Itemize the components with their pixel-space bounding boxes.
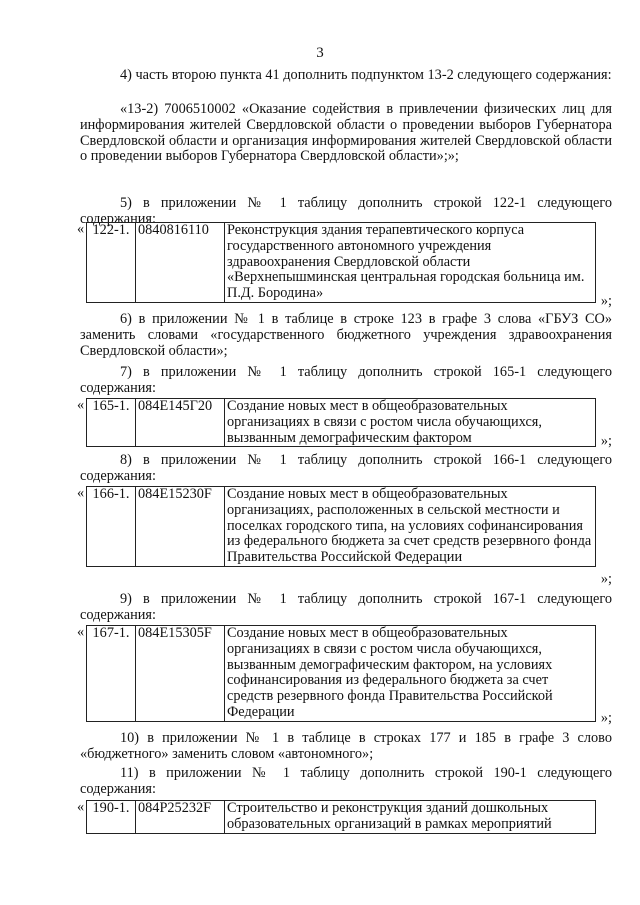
- item-6-text: 6) в приложении № 1 в таблице в строке 123 в графе 3 слова «ГБУЗ СО» заменить словами «государственного бюджетного учреждения здравоохранения Свердловской области»;: [80, 311, 612, 359]
- open-quote: «: [77, 397, 85, 413]
- item-9-text: 9) в приложении № 1 таблицу дополнить строкой 167-1 следующего содержания:: [80, 591, 612, 623]
- table-row-165-1: [77, 397, 612, 450]
- row-description: Создание новых мест в общеобразовательных организациях, расположенных в сельской местности и поселках городского типа, на условиях софинансирования из федерального бюджета за счет средств резервного фонда Правительства Российской Федерации: [225, 487, 596, 567]
- row-table: [86, 486, 596, 567]
- row-code: 084Е15230F: [136, 487, 225, 567]
- close-quote: »;: [600, 710, 612, 727]
- row-code: 084Р25232F: [136, 801, 225, 834]
- row-number: 165-1.: [87, 399, 136, 447]
- row-description: Строительство и реконструкция зданий дошкольных образовательных организаций в рамках мероприятий: [225, 801, 596, 834]
- close-quote: »;: [600, 293, 612, 310]
- item-4-quote: «13-2) 7006510002 «Оказание содействия в привлечении физических лиц для информирования жителей Свердловской области о проведении выборов Губернатора Свердловской области и организация информирования жителей Свердловской области о проведении выборов Губернатора Свердловской области»;»;: [80, 101, 612, 165]
- page-number: 3: [316, 45, 324, 61]
- row-description: Создание новых мест в общеобразовательных организациях в связи с ростом числа обучающихся, вызванным демографическим фактором, на условиях софинансирования из федерального бюджета за счет средств резервного фонда Правительства Российской Федерации: [225, 626, 596, 722]
- table-row-166-1: [77, 485, 612, 588]
- row-description: Создание новых мест в общеобразовательных организациях в связи с ростом числа обучающихся, вызванным демографическим фактором: [225, 399, 596, 447]
- table-row-122-1: [77, 221, 612, 310]
- item-11-text: 11) в приложении № 1 таблицу дополнить строкой 190-1 следующего содержания:: [80, 765, 612, 797]
- item-4-text: 4) часть второю пункта 41 дополнить подпунктом 13-2 следующего содержания:: [120, 67, 612, 83]
- close-quote: »;: [600, 433, 612, 450]
- row-description: Реконструкция здания терапевтического корпуса государственного автономного учреждения здравоохранения Свердловской области «Верхнепышминская центральная городская больница им. П.Д. Бородина»: [225, 223, 596, 303]
- row-number: 167-1.: [87, 626, 136, 722]
- open-quote: «: [77, 485, 85, 501]
- open-quote: «: [77, 799, 85, 815]
- row-table: [86, 800, 596, 834]
- row-code: 0840816110: [136, 223, 225, 303]
- row-code: 084Е145Г20: [136, 399, 225, 447]
- row-table: [86, 222, 596, 303]
- close-quote: »;: [600, 571, 612, 588]
- open-quote: «: [77, 221, 85, 237]
- item-8-text: 8) в приложении № 1 таблицу дополнить строкой 166-1 следующего содержания:: [80, 452, 612, 484]
- item-10-text: 10) в приложении № 1 в таблице в строках 177 и 185 в графе 3 слово «бюджетного» заменить словом «автономного»;: [80, 730, 612, 762]
- row-number: 190-1.: [87, 801, 136, 834]
- item-7-text: 7) в приложении № 1 таблицу дополнить строкой 165-1 следующего содержания:: [80, 364, 612, 396]
- row-number: 122-1.: [87, 223, 136, 303]
- table-row-167-1: [77, 624, 612, 727]
- row-table: [86, 625, 596, 722]
- row-number: 166-1.: [87, 487, 136, 567]
- item-5-text: 5) в приложении № 1 таблицу дополнить строкой 122-1 следующего содержания:: [80, 195, 612, 227]
- open-quote: «: [77, 624, 85, 640]
- table-row-190-1: [77, 799, 612, 834]
- row-table: [86, 398, 596, 447]
- row-code: 084Е15305F: [136, 626, 225, 722]
